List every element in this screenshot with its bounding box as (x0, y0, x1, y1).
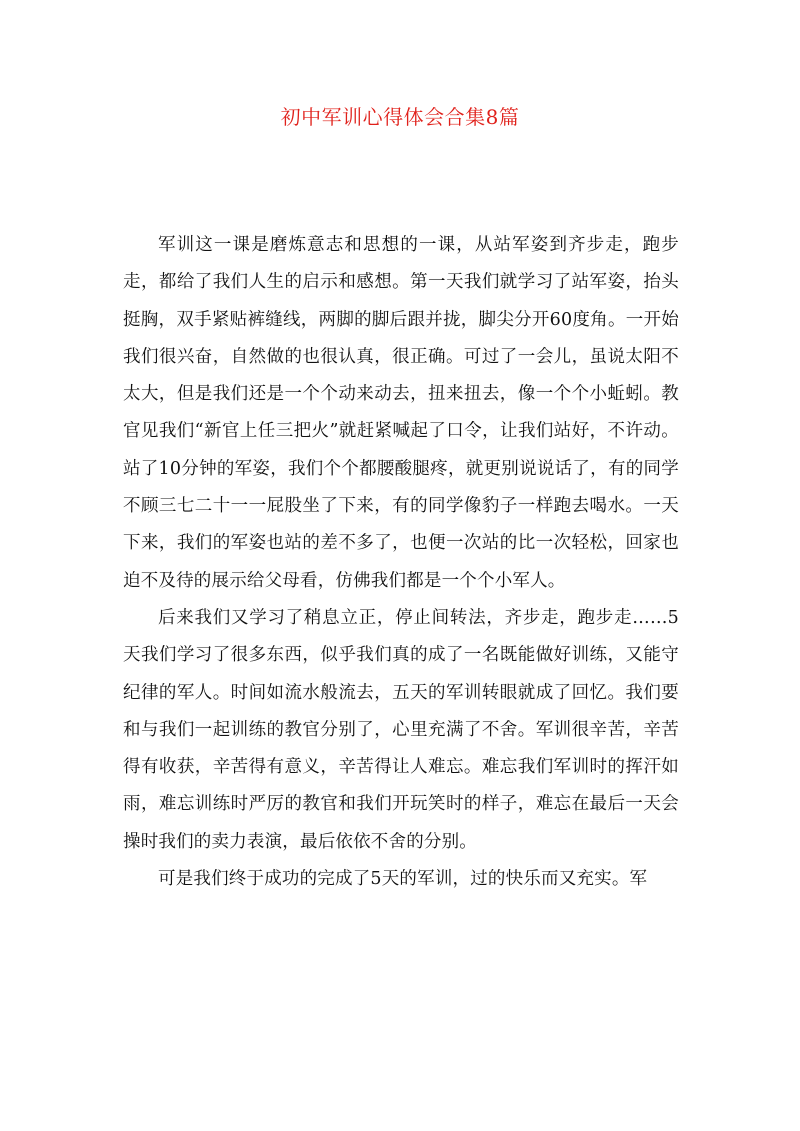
paragraph-3: 可是我们终于成功的完成了5天的军训，过的快乐而又充实。军 (158, 869, 648, 890)
document-body (123, 227, 679, 898)
paragraph-1: 军训这一课是磨炼意志和思想的一课，从站军姿到齐步走，跑步走，都给了我们人生的启示和感想。第一天我们就学习了站军姿，抬头挺胸，双手紧贴裤缝线，两脚的脚后跟并拢，脚尖分开60度角。一开始我们很兴奋，自然做的也很认真，很正确。可过了一会儿，虽说太阳不太大，但是我们还是一个个动来动去，扭来扭去，像一个个小蚯蚓。教官见我们“新官上任三把火”就赶紧喊起了口令，让我们站好，不许动。站了10分钟的军姿，我们个个都腰酸腿疼，就更别说说话了，有的同学不顾三七二十一一屁股坐了下来，有的同学像豹子一样跑去喝水。一天下来，我们的军姿也站的差不多了，也便一次站的比一次轻松，回家也迫不及待的展示给父母看，仿佛我们都是一个个小军人。 (123, 235, 679, 591)
paragraph-2: 后来我们又学习了稍息立正，停止间转法，齐步走，跑步走……5天我们学习了很多东西，似乎我们真的成了一名既能做好训练，又能守纪律的军人。时间如流水般流去，五天的军训转眼就成了回忆。我们要和与我们一起训练的教官分别了，心里充满了不舍。军训很辛苦，辛苦得有收获，辛苦得有意义，辛苦得让人难忘。难忘我们军训时的挥汗如雨，难忘训练时严厉的教官和我们开玩笑时的样子，难忘在最后一天会操时我们的卖力表演，最后依依不舍的分别。 (123, 607, 679, 852)
document-title: 初中军训心得体会合集8篇 (280, 105, 520, 129)
